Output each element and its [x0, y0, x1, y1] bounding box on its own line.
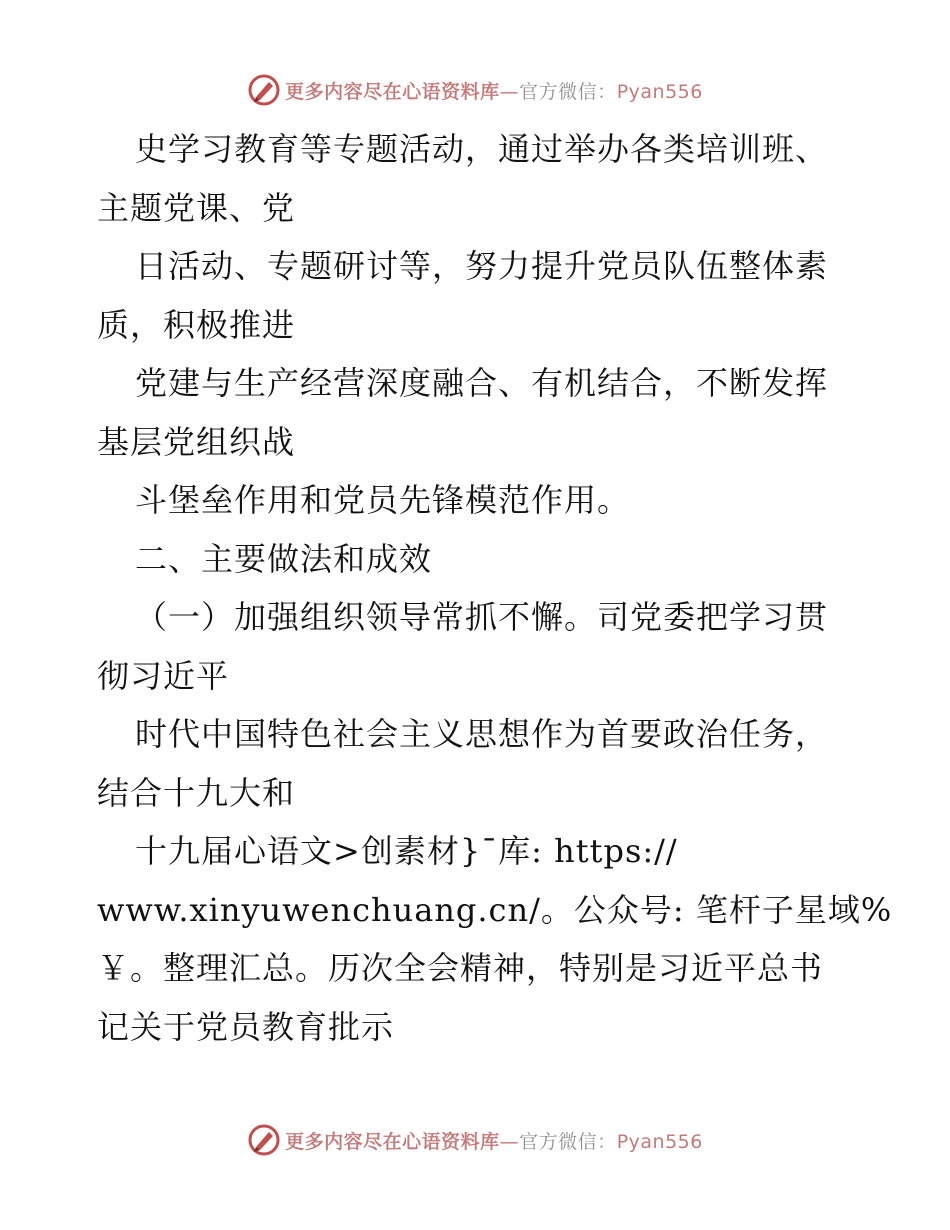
watermark-site: 更多内容尽在心语资料库	[285, 1130, 500, 1153]
body-line: 彻习近平	[97, 656, 230, 695]
body-line: 主题党课、党	[97, 188, 296, 227]
watermark-dash: —	[499, 1130, 520, 1153]
pen-logo-icon	[247, 73, 281, 107]
section-heading: 二、主要做法和成效	[135, 539, 433, 578]
body-line: 斗堡垒作用和党员先锋模范作用。	[135, 481, 631, 519]
watermark-label: 官方微信：	[519, 80, 617, 103]
body-line: 时代中国特色社会主义思想作为首要政治任务，	[135, 715, 829, 753]
body-line: （一）加强组织领导常抓不懈。司党委把学习贯	[135, 598, 829, 636]
document-body	[97, 120, 893, 1056]
footer-watermark	[0, 1120, 950, 1160]
body-line: 十九届心语文>创素材}¯库: https://	[135, 832, 678, 870]
body-line: 记关于党员教育批示	[97, 1007, 395, 1046]
watermark-id: Pyan556	[616, 80, 703, 103]
watermark-site: 更多内容尽在心语资料库	[285, 80, 500, 103]
body-line: www.xinyuwenchuang.cn/。公众号: 笔杆子星域%	[97, 890, 893, 929]
body-line: 基层党组织战	[97, 422, 296, 461]
body-line: ￥。整理汇总。历次全会精神，特别是习近平总书	[97, 949, 824, 987]
body-line: 党建与生产经营深度融合、有机结合，不断发挥	[135, 364, 829, 402]
pen-logo-icon	[247, 1123, 281, 1157]
body-line: 结合十九大和	[97, 773, 296, 812]
body-line: 质，积极推进	[97, 305, 296, 344]
watermark-dash: —	[499, 80, 520, 103]
header-watermark	[0, 70, 950, 110]
watermark-label: 官方微信：	[519, 1130, 617, 1153]
watermark-id: Pyan556	[616, 1130, 703, 1153]
body-line: 日活动、专题研讨等，努力提升党员队伍整体素	[135, 247, 829, 285]
body-line: 史学习教育等专题活动，通过举办各类培训班、	[135, 130, 829, 168]
